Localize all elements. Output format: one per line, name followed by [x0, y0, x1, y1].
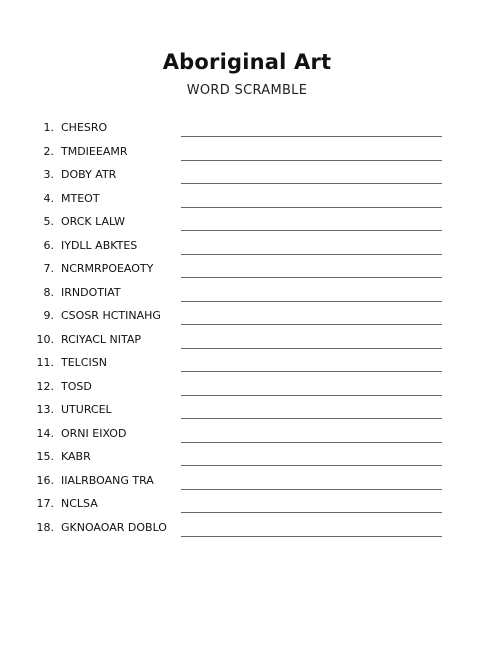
list-item: [30, 188, 442, 212]
scrambled-word: CHESRO: [61, 121, 108, 134]
list-item: [30, 376, 442, 400]
list-item: [30, 446, 442, 470]
list-item: [30, 517, 442, 541]
answer-line[interactable]: [181, 348, 442, 349]
item-number: 8.: [43, 285, 54, 299]
item-number: 13.: [36, 403, 54, 416]
scrambled-word: NCLSA: [61, 497, 98, 510]
item-number: 1.: [43, 121, 54, 134]
item-number: 10.: [36, 332, 54, 346]
list-item: [30, 399, 442, 423]
item-number: 15.: [36, 450, 54, 463]
answer-line[interactable]: [181, 418, 442, 419]
item-number: 3.: [43, 168, 54, 181]
list-item: [30, 470, 442, 494]
scrambled-word: RCIYACL NITAP: [61, 332, 142, 346]
list-item: [30, 117, 442, 141]
answer-line[interactable]: [181, 183, 442, 184]
scrambled-word: GKNOAOAR DOBLO: [61, 520, 167, 534]
answer-line[interactable]: [181, 207, 442, 208]
scramble-list: [30, 117, 442, 540]
item-number: 9.: [43, 309, 54, 322]
item-number: 4.: [43, 191, 54, 205]
scrambled-word: UTURCEL: [61, 403, 112, 416]
answer-line[interactable]: [181, 324, 442, 325]
scrambled-word: IIALRBOANG TRA: [61, 473, 154, 487]
scrambled-word: ORCK LALW: [61, 215, 126, 228]
scrambled-word: IRNDOTIAT: [61, 285, 121, 299]
list-item: [30, 305, 442, 329]
item-number: 5.: [43, 215, 54, 228]
answer-line[interactable]: [181, 395, 442, 396]
scrambled-word: DOBY ATR: [61, 168, 117, 181]
answer-line[interactable]: [181, 489, 442, 490]
list-item: [30, 423, 442, 447]
answer-line[interactable]: [181, 465, 442, 466]
item-number: 14.: [36, 426, 54, 440]
scrambled-word: IYDLL ABKTES: [61, 238, 138, 252]
list-item: [30, 329, 442, 353]
list-item: [30, 141, 442, 165]
answer-line[interactable]: [181, 301, 442, 302]
scrambled-word: CSOSR HCTINAHG: [61, 309, 161, 322]
item-number: 7.: [43, 262, 54, 275]
list-item: [30, 211, 442, 235]
answer-line[interactable]: [181, 254, 442, 255]
list-item: [30, 258, 442, 282]
answer-line[interactable]: [181, 160, 442, 161]
item-number: 17.: [36, 497, 54, 510]
list-item: [30, 493, 442, 517]
scrambled-word: MTEOT: [61, 191, 100, 205]
scrambled-word: TELCISN: [61, 356, 107, 369]
page-title: Aboriginal Art: [162, 50, 332, 74]
item-number: 11.: [36, 356, 54, 369]
scrambled-word: TMDIEEAMR: [61, 144, 128, 158]
scrambled-word: NCRMRPOEAOTY: [61, 262, 154, 275]
answer-line[interactable]: [181, 136, 442, 137]
scrambled-word: TOSD: [61, 379, 92, 393]
item-number: 18.: [36, 520, 54, 534]
scrambled-word: KABR: [61, 450, 91, 463]
answer-line[interactable]: [181, 442, 442, 443]
answer-line[interactable]: [181, 536, 442, 537]
item-number: 16.: [36, 473, 54, 487]
list-item: [30, 235, 442, 259]
scrambled-word: ORNI EIXOD: [61, 426, 127, 440]
item-number: 2.: [43, 144, 54, 158]
list-item: [30, 282, 442, 306]
page-subtitle: WORD SCRAMBLE: [186, 83, 308, 98]
list-item: [30, 352, 442, 376]
item-number: 12.: [36, 379, 54, 393]
answer-line[interactable]: [181, 512, 442, 513]
item-number: 6.: [43, 238, 54, 252]
list-item: [30, 164, 442, 188]
answer-line[interactable]: [181, 371, 442, 372]
answer-line[interactable]: [181, 277, 442, 278]
answer-line[interactable]: [181, 230, 442, 231]
